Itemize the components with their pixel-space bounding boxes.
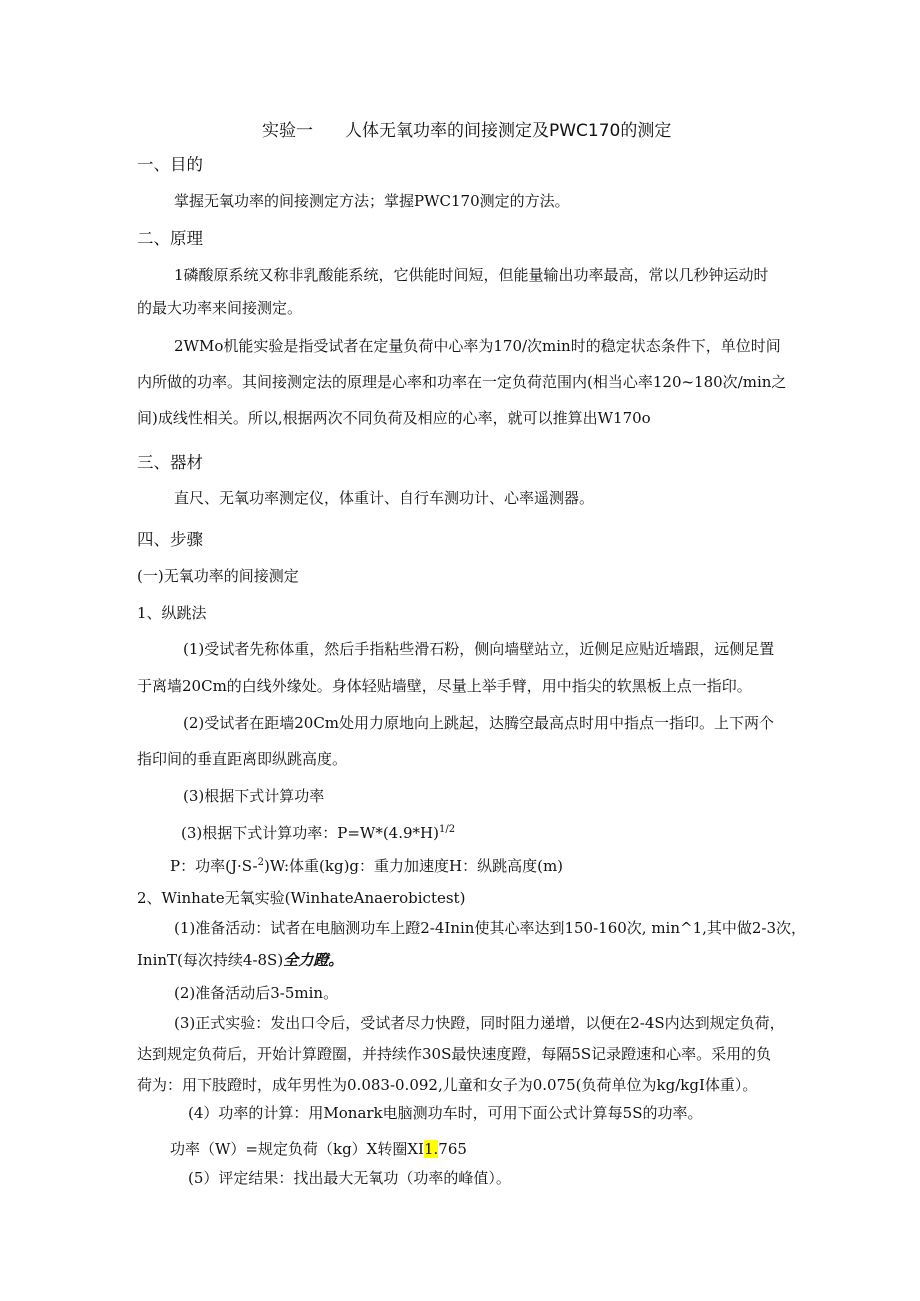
principle-p2-line2: 内所做的功率。其间接测定法的原理是心率和功率在一定负荷范围内(相当心率120~180次∕min之 <box>137 373 787 391</box>
wingate-step1-line2b: 全力蹬。 <box>283 951 344 969</box>
title-part1: 实验一 <box>262 121 313 141</box>
wingate-step4: (4）功率的计算：用Monark电脑测功车时，可用下面公式计算每5S的功率。 <box>188 1104 703 1122</box>
section-heading-principle: 二、原理 <box>137 229 203 248</box>
jump-variables-b: )W:体重(kg)g：重力加速度H：纵跳高度(m) <box>264 857 564 875</box>
power-formula-b: 765 <box>438 1140 467 1158</box>
wingate-step3-line1: (3)正式实验：发出口令后，受试者尽力快蹬，同时阻力递增，以便在2-4S内达到规定负荷， <box>174 1014 785 1032</box>
title-part2: 人体无氧功率的间接测定及PWC170的测定 <box>345 121 672 141</box>
jump-step1-line1: (1)受试者先称体重，然后手指粘些滑石粉，侧向墙壁站立，近侧足应贴近墙跟，远侧足置 <box>183 640 775 658</box>
jump-variables <box>170 856 563 876</box>
principle-p1-line1: 1磷酸原系统又称非乳酸能系统，它供能时间短，但能量输出功率最高，常以几秒钟运动时 <box>174 266 769 284</box>
wingate-step3-line3: 荷为：用下肢蹬时，成年男性为0.083-0.092,儿童和女子为0.075(负荷单位为kg/kgI体重）。 <box>137 1076 758 1094</box>
wingate-step5: (5）评定结果：找出最大无氧功（功率的峰值）。 <box>188 1169 511 1187</box>
power-formula-highlight: 1. <box>423 1140 439 1158</box>
principle-p2-line3: 间)成线性相关。所以,根据两次不同负荷及相应的心率，就可以推算出W170o <box>137 409 651 427</box>
jump-step2-line1: (2)受试者在距墙20Cm处用力原地向上跳起，达腾空最高点时用中指点一指印。上下两个 <box>183 714 775 732</box>
jump-variables-exponent: 2 <box>257 857 264 868</box>
sub-heading-anaerobic: (一)无氧功率的间接测定 <box>137 567 299 585</box>
section-heading-steps: 四、步骤 <box>137 530 203 549</box>
principle-p2-line1: 2WMo机能实验是指受试者在定量负荷中心率为170/次min时的稳定状态条件下，单位时间 <box>174 337 781 355</box>
jump-formula-text: (3)根据下式计算功率：P=W*(4.9*H) <box>181 824 439 842</box>
jump-step2-line2: 指印间的垂直距离即纵跳高度。 <box>137 750 348 768</box>
method-wingate: 2、Winhate无氧实验(WinhateAnaerobictest) <box>137 889 466 907</box>
jump-step1-line2: 于离墙20Cm的白线外缘处。身体轻贴墙壁，尽量上举手臂，用中指尖的软黑板上点一指印。 <box>137 677 752 695</box>
jump-formula <box>181 823 455 843</box>
equipment-text: 直尺、无氧功率测定仪，体重计、自行车测功计、心率遥测器。 <box>174 489 595 507</box>
power-formula <box>170 1139 467 1159</box>
wingate-step1-line2 <box>137 950 343 970</box>
wingate-step3-line2: 达到规定负荷后，开始计算蹬圈，并持续作30S最快速度蹬，每隔5S记录蹬速和心率。采用的负 <box>137 1045 772 1063</box>
jump-formula-exponent: 1/2 <box>438 824 456 835</box>
power-formula-a: 功率（W）=规定负荷（kg）X转圈XI <box>170 1140 424 1158</box>
document-title <box>262 120 671 142</box>
section-heading-purpose: 一、目的 <box>137 155 203 174</box>
purpose-text: 掌握无氧功率的间接测定方法；掌握PWC170测定的方法。 <box>174 192 570 210</box>
jump-variables-a: P：功率(J·S- <box>170 857 258 875</box>
wingate-step1-line2a: IninT(每次持续4-8S) <box>137 951 284 969</box>
principle-p1-line2: 的最大功率来间接测定。 <box>137 299 303 317</box>
method-vertical-jump: 1、纵跳法 <box>137 604 207 622</box>
wingate-step2: (2)准备活动后3-5min。 <box>174 984 339 1002</box>
section-heading-equipment: 三、器材 <box>137 453 203 472</box>
jump-step3: (3)根据下式计算功率 <box>183 787 325 805</box>
wingate-step1-line1: (1)准备活动：试者在电脑测功车上蹬2-4Inin使其心率达到150-160次, min^1,其中做2-3次， <box>174 919 807 937</box>
